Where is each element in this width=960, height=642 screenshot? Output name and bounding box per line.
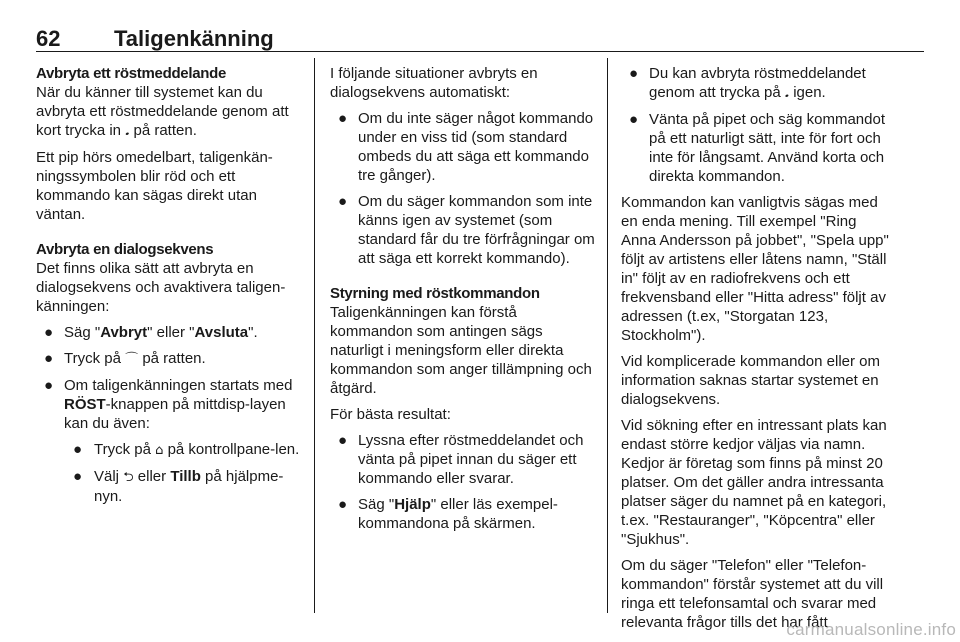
hang-up-phone-icon: ⌒ (125, 352, 139, 367)
paragraph: Om du säger "Telefon" eller "Telefon-kommandon" förstår systemet att du vill ringa ett telefonsamtal och svarar med relevanta frågor tills det har fått (621, 557, 884, 631)
column-3 (621, 64, 889, 639)
list-item: ● Lyssna efter röstmeddelandet och vänta på pipet innan du säger ett kommando eller svarar. (338, 432, 584, 487)
voice-steering-icon: 𝅘 (125, 124, 130, 139)
heading-interrupt-voice-message: Avbryta ett röstmeddelande (36, 65, 227, 82)
paragraph: När du känner till systemet kan du avbryta ett röstmeddelande genom att kort trycka in 𝅘 på ratten. (36, 84, 289, 139)
list-item: ● Tryck på ⌒ på ratten. (44, 350, 206, 367)
paragraph: Kommandon kan vanligtvis sägas med en enda mening. Till exempel "Ring Anna Andersson på jobbet", "Spela upp" följt av artistens eller låtens namn, "Ställ in" följt av en radiofrekvens och ett frekvensband eller "Hitta adress" följt av adressen (t.ex, "Storgatan 123, Stockholm"). (621, 194, 889, 344)
paragraph: För bästa resultat: (330, 406, 451, 423)
watermark: carmanualsonline.info (786, 620, 956, 639)
page-number: 62 (36, 26, 61, 51)
list-item: ● Du kan avbryta röstmeddelandet genom att trycka på 𝅘 igen. (629, 65, 866, 101)
list-item: ● Säg "Avbryt" eller "Avsluta". (44, 324, 258, 341)
paragraph: Det finns olika sätt att avbryta en dialogsekvens och avaktivera taligen-känningen: (36, 260, 286, 315)
list-item: ● Om du inte säger något kommando under en viss tid (som standard ombeds du att säga ett kommando tre gånger). (338, 110, 594, 184)
heading-voice-control: Styrning med röstkommandon (330, 285, 540, 302)
voice-steering-icon: 𝅘 (784, 86, 790, 101)
column-divider-1 (314, 58, 315, 613)
column-divider-2 (607, 58, 608, 613)
paragraph: Ett pip hörs omedelbart, taligenkän-ningssymbolen blir röd och ett kommando kan sägas direkt utan väntan. (36, 149, 273, 223)
home-icon: ⌂ (155, 443, 164, 458)
list-item: ● Om taligenkänningen startats med RÖST-knappen på mittdisp-layen kan du även: (44, 377, 293, 432)
sub-list-item: ● Välj ⮌ eller Tillb på hjälpme-nyn. (73, 468, 284, 505)
column-2 (330, 64, 598, 540)
column-1 (36, 64, 304, 513)
sub-list-item: ● Tryck på ⌂ på kontrollpane-len. (73, 441, 300, 458)
paragraph: Vid komplicerade kommandon eller om information saknas startar systemet en dialogsekvens. (621, 353, 881, 408)
page-header (36, 26, 924, 52)
header-rule (36, 51, 924, 52)
list-item: ● Säg "Hjälp" eller läs exempel-kommandona på skärmen. (338, 496, 558, 532)
list-item: ● Vänta på pipet och säg kommandot på ett naturligt sätt, inte för fort och inte för långsamt. Använd korta och direkta kommandon. (629, 111, 885, 185)
list-item: ● Om du säger kommandon som inte känns igen av systemet (som standard får du tre förfrågningar om att säga ett korrekt kommando). (338, 193, 595, 267)
paragraph: I följande situationer avbryts en dialogsekvens automatiskt: (330, 65, 538, 101)
page-title: Taligenkänning (114, 26, 274, 51)
paragraph: Vid sökning efter en intressant plats kan endast större kedjor väljas via namn. Kedjor är företag som finns på minst 20 platser. Om det gäller andra intressanta platser säger du namnet på en kategori, t.ex. "Restauranger", "Köpcentra" eller "Sjukhus". (621, 417, 887, 548)
heading-interrupt-dialog: Avbryta en dialogsekvens (36, 241, 214, 258)
paragraph: Taligenkänningen kan förstå kommandon som antingen sägs naturligt i meningsform eller direkta kommandon som anger tillämpning och åtgärd. (330, 304, 592, 397)
back-arrow-icon: ⮌ (123, 470, 134, 485)
